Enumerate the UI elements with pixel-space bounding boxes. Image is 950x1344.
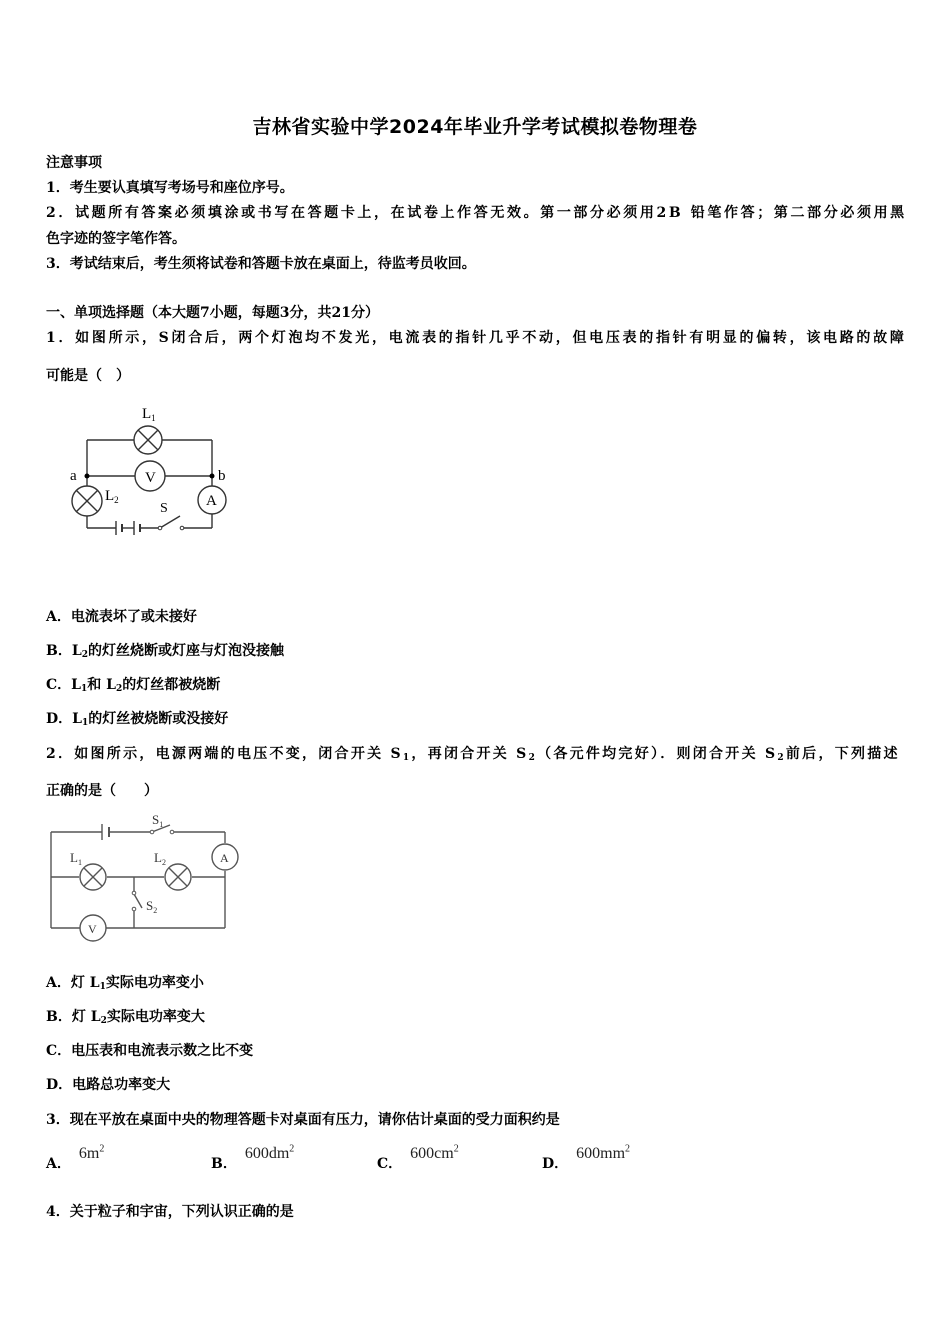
q2-stem: 2．如图所示，电源两端的电压不变，闭合开关 $S_1$，再闭合开关 $S_2$（各元件均完好）．则闭合开关 $S_2$前后，下列描述 bbox=[46, 746, 900, 763]
section-heading: 一、单项选择题（本大题7小题，每题3分，共21分） bbox=[46, 305, 379, 321]
lamp-l2-icon bbox=[72, 486, 102, 516]
q2-diagram-a-label: A bbox=[220, 851, 229, 865]
q1-option-b[interactable]: B．$L_2$的灯丝烧断或灯座与灯泡没接触 bbox=[46, 643, 284, 660]
q2-s1-contact-right bbox=[170, 830, 174, 834]
q2-diagram-s1-label: $S_1$ bbox=[152, 812, 164, 829]
q2-lamp-l1-icon bbox=[80, 864, 106, 890]
q1-diagram-switch-label: S bbox=[160, 501, 168, 516]
page-title: 吉林省实验中学2024年毕业升学考试模拟卷物理卷 bbox=[252, 116, 698, 138]
q2-s2-contact-bottom bbox=[132, 907, 136, 911]
q1-option-d[interactable]: D．$L_1$的灯丝被烧断或没接好 bbox=[46, 711, 229, 728]
q1-diagram-l2-label: $L_2$ bbox=[105, 488, 119, 505]
q2-lamp-l2-icon bbox=[165, 864, 191, 890]
q1-option-a[interactable]: A．电流表坏了或未接好 bbox=[46, 609, 197, 625]
q1-diagram-node-a: a bbox=[70, 468, 77, 484]
lamp-l1-icon bbox=[134, 426, 162, 454]
q2-diagram-s2-label: $S_2$ bbox=[146, 898, 158, 915]
q4-stem: 4．关于粒子和宇宙，下列认识正确的是 bbox=[46, 1204, 294, 1220]
q1-circuit-diagram bbox=[62, 400, 242, 540]
q3-option-b[interactable]: B．$600dm^2$ bbox=[211, 1143, 295, 1172]
q1-diagram-a-label: A bbox=[206, 493, 217, 509]
q2-option-b[interactable]: B．灯 $L_2$实际电功率变大 bbox=[46, 1009, 205, 1026]
q1-diagram-v-label: V bbox=[145, 470, 156, 486]
q1-diagram-node-b: b bbox=[218, 468, 226, 484]
switch-contact-right bbox=[180, 526, 184, 530]
q2-s1-contact-left bbox=[150, 830, 154, 834]
notice-heading: 注意事项 bbox=[46, 155, 102, 171]
q1-stem: 1．如图所示，S闭合后，两个灯泡均不发光，电流表的指针几乎不动，但电压表的指针有明显的偏转，该电路的故障 bbox=[46, 330, 907, 346]
q1-diagram-l1-label: $L_1$ bbox=[142, 406, 156, 423]
q2-circuit-diagram bbox=[44, 810, 244, 950]
q2-diagram-l2-label: $L_2$ bbox=[154, 850, 166, 867]
q3-option-a[interactable]: A．$6m^2$ bbox=[46, 1143, 105, 1172]
switch-contact-left bbox=[158, 526, 162, 530]
q2-s2-contact-top bbox=[132, 891, 136, 895]
q1-option-c[interactable]: C．$L_1$和 $L_2$的灯丝都被烧断 bbox=[46, 677, 221, 694]
q3-stem: 3．现在平放在桌面中央的物理答题卡对桌面有压力，请你估计桌面的受力面积约是 bbox=[46, 1112, 560, 1128]
node-a-dot bbox=[85, 474, 90, 479]
notice-item-1: 1．考生要认真填写考场号和座位序号。 bbox=[46, 180, 294, 196]
q2-option-d[interactable]: D．电路总功率变大 bbox=[46, 1077, 171, 1093]
notice-item-2: 2．试题所有答案必须填涂或书写在答题卡上，在试卷上作答无效。第一部分必须用2B 铅笔作答；第二部分必须用黑 bbox=[46, 205, 907, 221]
q2-option-a[interactable]: A．灯 $L_1$实际电功率变小 bbox=[46, 975, 204, 992]
q2-diagram-l1-label: $L_1$ bbox=[70, 850, 82, 867]
q1-stem-cont: 可能是（ ） bbox=[46, 368, 130, 384]
node-b-dot bbox=[210, 474, 215, 479]
q2-diagram-v-label: V bbox=[88, 922, 97, 936]
notice-item-2-cont: 色字迹的签字笔作答。 bbox=[46, 231, 186, 247]
notice-item-3: 3．考试结束后，考生须将试卷和答题卡放在桌面上，待监考员收回。 bbox=[46, 256, 476, 272]
q2-stem-cont: 正确的是（ ） bbox=[46, 783, 158, 799]
q3-option-d[interactable]: D．$600mm^2$ bbox=[542, 1143, 631, 1172]
q3-option-c[interactable]: C．$600cm^2$ bbox=[377, 1143, 459, 1172]
q2-option-c[interactable]: C．电压表和电流表示数之比不变 bbox=[46, 1043, 254, 1059]
